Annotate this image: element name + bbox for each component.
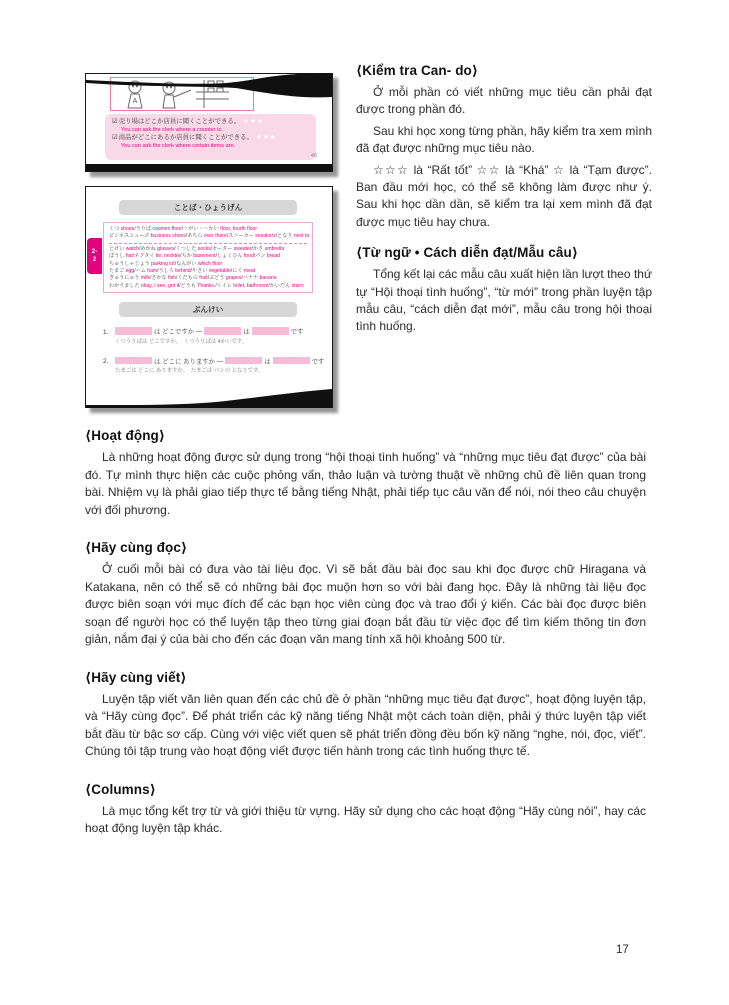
paragraph: Ở mỗi phần có viết những mục tiêu cần phải đạt được trong phần đó. [356, 85, 652, 117]
paragraph: Tổng kết lại các mẫu câu xuất hiện lần lượt theo thứ tự “Hội thoại tình huống”, “từ mới” trong phần luyện tập mẫu câu, “cách diễn đạt mới”, mẫu câu trong hội thoại tình huống. [356, 267, 652, 334]
fill-in-blank [115, 357, 152, 365]
sentence-pattern-2: 2. は どこに ありますか — は です [103, 358, 325, 365]
pattern-example-2: たまごは どこに ありますか。 たまごは パンの となりです。 [115, 368, 264, 374]
vocab-line: とけい watch/めがね glasses/くつした socks/セーター sweater/かさ umbrella [109, 245, 285, 252]
star-rating-icon: ★★★ [243, 118, 264, 125]
clerk-customer-cartoon-icon [111, 78, 253, 110]
cando-item: ☑売り場はどこか店員に聞くことができる。 ★★★ [112, 118, 264, 125]
cando-item: ☑商品がどこにあるか店員に聞くことができる。 ★★★ [112, 134, 277, 141]
right-text-column [356, 63, 652, 340]
fill-in-blank [115, 327, 152, 335]
vocab-line: たまご egg/ハム ham/うしろ behind/やさい vegetable/にく meat [109, 268, 256, 275]
section-title-tu-ngu: ⟨Từ ngữ • Cách diễn đạt/Mẫu câu⟩ [356, 245, 579, 261]
section-hay-cung-viet [85, 670, 646, 761]
fill-in-blank [252, 327, 289, 335]
section-hoat-dong [85, 428, 646, 519]
paragraph: Là mục tổng kết trợ từ và giới thiệu từ vựng. Hãy sử dụng cho các hoạt động “Hãy cùng nói”, hay các hoạt động luyện tập khác. [85, 803, 646, 835]
lesson-number-tab: 2-2 [87, 238, 102, 274]
section-title-hay-cung-doc: ⟨Hãy cùng đọc⟩ [85, 540, 188, 555]
figure-cando-check-thumbnail [85, 73, 333, 172]
vocab-line: ちゅうしゃじょう parking lot/なんがい which floor [109, 260, 223, 267]
paragraph: ☆☆☆ là “Rất tốt” ☆☆ là “Khá” ☆ là “Tạm được”. Ban đầu mới học, có thể sẽ không làm được như ý. Sau khi học dần dần, sẽ kiểm tra lại xem mình đã đạt được mục tiêu hay chưa. [356, 162, 652, 229]
vocab-line: ビジネスシューズ business shoes/あちら over there/スニーカー sneakers/となり next to [109, 233, 310, 240]
paragraph: Ở cuối mỗi bài có đưa vào tài liệu đọc. Vì sẽ bắt đầu bài đọc sau khi đọc được chữ Hiragana và Katakana, nên có thể sẽ có những bài đọc muộn hơn so với bài đang học. Đây là những tài liệu đọc được biên soạn với mục đích để các bạn học viên cùng đọc và trao đổi ý kiến. Các bài đọc được biên soạn để người học có thể luyện tập theo từng giai đoạn bắt đầu từ việc đọc để tìm kiếm thông tin đơn giản, nắm đại ý của bài cho đến các đoạn văn mang tính xã hội khoảng 500 từ. [85, 562, 646, 646]
star-rating-icon: ★★★ [255, 134, 277, 141]
vocab-lines-top [109, 226, 310, 241]
fill-in-blank [204, 327, 241, 335]
vocab-line: わかりました okay, I see, got it/どうも Thanks./トイレ toilet, bathroom/かいだん stairs [109, 282, 304, 289]
kotoba-header: ことば・ひょうげん [119, 200, 297, 215]
clerk-customer-illustration [110, 77, 254, 111]
checked-checkbox-icon: ☑ [112, 134, 118, 141]
thumbnail-page-number: 49 [310, 153, 317, 159]
cando-item-translation: You can ask the clerk where certain items are. [121, 143, 236, 149]
section-hay-cung-doc [85, 540, 646, 649]
section-title-hay-cung-viet: ⟨Hãy cùng viết⟩ [85, 669, 187, 685]
fill-in-blank [273, 357, 310, 365]
fill-in-blank [225, 357, 262, 365]
main-text-column [85, 428, 646, 859]
sentence-patterns [103, 327, 325, 386]
dashed-divider [109, 243, 307, 244]
paragraph: Luyện tập viết văn liên quan đến các chủ đề ở phần “những mục tiêu đạt được”, hoạt động luyện tập, và “Hãy cùng đọc”. Để phát triển các kỹ năng tiếng Nhật một cách toàn diện, phải ý thức luyện tập viết bắt đầu từ bậc sơ cấp. Cùng với việc viết quen sẽ phát triển đồng đều bốn kỹ năng “nghe, nói, đọc, viết”. Chúng tôi tập trung vào hoạt động viết được tiến hành trong các tình huống thực tế. [85, 691, 646, 758]
vocab-line: くつ shoes/うりば counter, floor/〜がい・〜かい floor, fourth floor [109, 226, 258, 232]
section-columns [85, 782, 646, 838]
paragraph: Sau khi học xong từng phần, hãy kiểm tra xem mình đã đạt được những mục tiêu nào. [356, 123, 652, 156]
vocab-lines-bottom [109, 246, 307, 290]
black-bottom-bar [86, 164, 332, 171]
page-number: 17 [616, 944, 629, 956]
svg-text:A: A [132, 98, 138, 105]
vocab-line: ぎゅうにゅう milk/さかな fish/くだもの fruit/ぶどう grapes/バナナ banana [109, 275, 277, 282]
section-title-hoat-dong: ⟨Hoạt động⟩ [85, 428, 166, 443]
vocab-line: ぼうし hat/ネクタイ tie, necktie/ちか basement/しょくひん food/パン bread [109, 253, 280, 260]
checked-checkbox-icon: ☑ [112, 118, 118, 125]
cando-item-translation: You can ask the clerk where a counter is. [121, 127, 223, 133]
vocabulary-box [103, 222, 313, 293]
pattern-example-1: くつうりばは どこですか。 くつうりばは 4かいです。 [115, 338, 248, 345]
figure-kotoba-bunkei-thumbnail [85, 186, 333, 408]
sentence-pattern-1: 1. は どこですか — は です [103, 328, 304, 336]
bunkei-header: ぶんけい [119, 302, 297, 317]
section-title-kiem-tra-can-do: ⟨Kiểm tra Can- do⟩ [356, 63, 479, 78]
section-title-columns: ⟨Columns⟩ [85, 781, 156, 797]
paragraph: Là những hoạt động được sử dụng trong “hội thoại tình huống” và “những mục tiêu đạt được” của bài đó. Tự mình thực hiện các cuộc phỏng vấn, thảo luận và tường thuật về những chủ đề liên quan trong bài. Nhiệm vụ là phải giao tiếp thực tế bằng tiếng Nhật, phải tiếp tục câu văn để nói, nói theo câu chuyện với đối phương. [85, 450, 646, 517]
cando-checklist-box [105, 114, 316, 160]
